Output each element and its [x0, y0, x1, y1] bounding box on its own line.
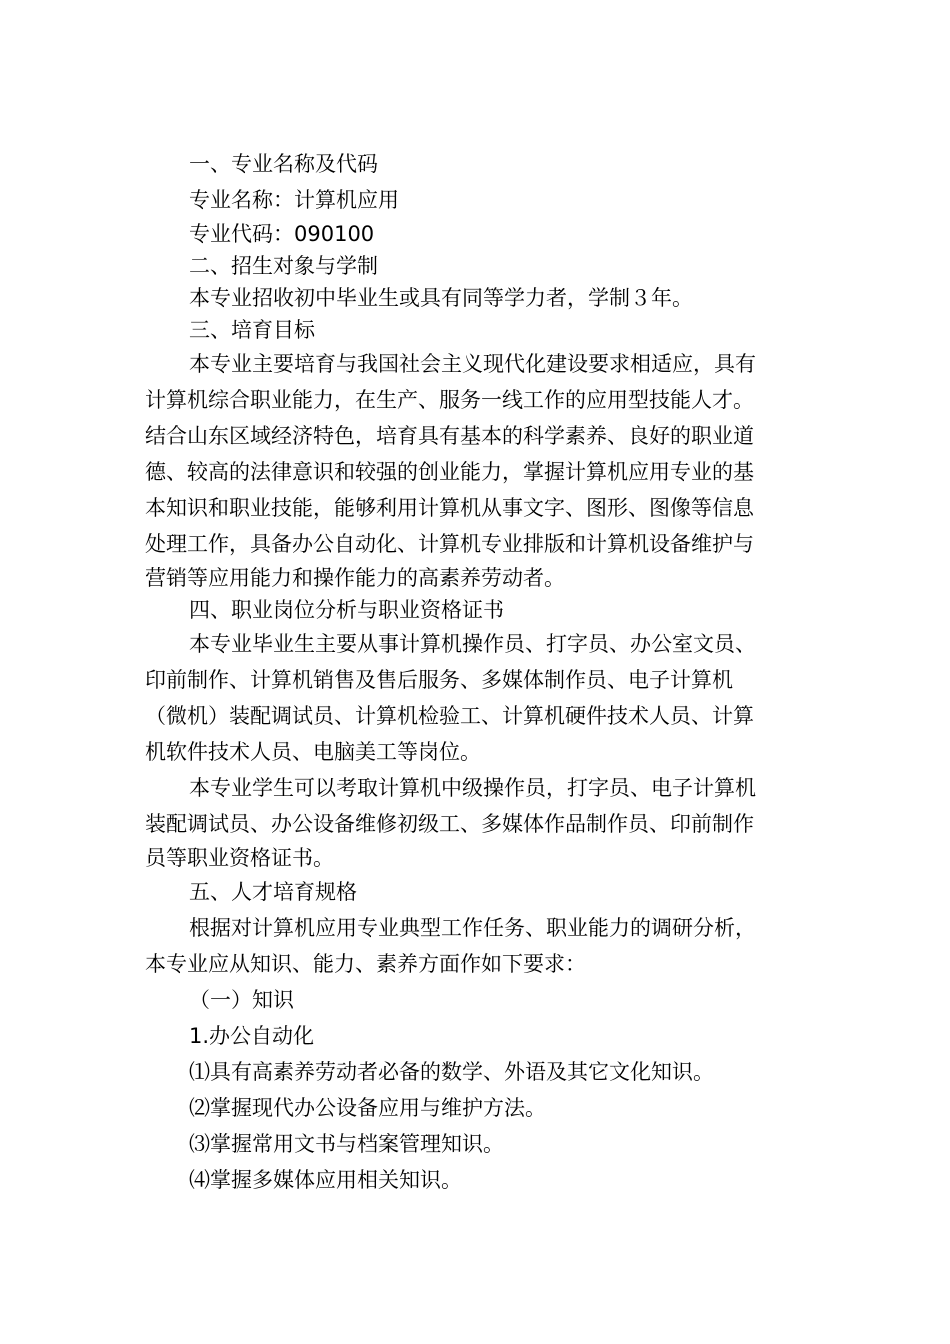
paragraph-line: 员等职业资格证书。	[145, 846, 334, 870]
section-heading-5: 五、人才培育规格	[189, 880, 357, 904]
enrollment-text: 本专业招收初中毕业生或具有同等学力者，学制３年。	[189, 286, 693, 310]
paragraph-line: 德、较高的法律意识和较强的创业能力，掌握计算机应用专业的基	[145, 460, 754, 484]
paragraph-line: 印前制作、计算机销售及售后服务、多媒体制作员、电子计算机	[145, 668, 733, 692]
paragraph-line: 本知识和职业技能，能够利用计算机从事文字、图形、图像等信息	[145, 496, 754, 520]
list-item: ⑶掌握常用文书与档案管理知识。	[189, 1132, 504, 1156]
major-code: 专业代码：090100	[189, 222, 375, 246]
section-heading-4: 四、职业岗位分析与职业资格证书	[189, 598, 504, 622]
paragraph-line: 本专业毕业生主要从事计算机操作员、打字员、办公室文员、	[189, 632, 756, 656]
paragraph-line: 根据对计算机应用专业典型工作任务、职业能力的调研分析，	[189, 916, 756, 940]
item-heading: 1.办公自动化	[189, 1024, 315, 1048]
list-item: ⑵掌握现代办公设备应用与维护方法。	[189, 1096, 546, 1120]
paragraph-line: 结合山东区域经济特色，培育具有基本的科学素养、良好的职业道	[145, 424, 754, 448]
paragraph-line: （微机）装配调试员、计算机检验工、计算机硬件技术人员、计算	[145, 704, 754, 728]
paragraph-line: 机软件技术人员、电脑美工等岗位。	[145, 740, 481, 764]
subsection-heading: （一）知识	[189, 988, 294, 1012]
paragraph-line: 本专业主要培育与我国社会主义现代化建设要求相适应，具有	[189, 352, 756, 376]
section-heading-3: 三、培育目标	[189, 318, 315, 342]
paragraph-line: 装配调试员、办公设备维修初级工、多媒体作品制作员、印前制作	[145, 812, 754, 836]
paragraph-line: 本专业应从知识、能力、素养方面作如下要求：	[145, 952, 586, 976]
section-heading-1: 一、专业名称及代码	[189, 152, 378, 176]
paragraph-line: 处理工作，具备办公自动化、计算机专业排版和计算机设备维护与	[145, 532, 754, 556]
list-item: ⑴具有高素养劳动者必备的数学、外语及其它文化知识。	[189, 1060, 714, 1084]
section-heading-2: 二、招生对象与学制	[189, 254, 378, 278]
paragraph-line: 本专业学生可以考取计算机中级操作员，打字员、电子计算机	[189, 776, 756, 800]
document-body	[145, 146, 810, 1198]
list-item: ⑷掌握多媒体应用相关知识。	[189, 1168, 462, 1192]
paragraph-line: 营销等应用能力和操作能力的高素养劳动者。	[145, 566, 565, 590]
paragraph-line: 计算机综合职业能力，在生产、服务一线工作的应用型技能人才。	[145, 388, 754, 412]
major-name: 专业名称：计算机应用	[189, 188, 399, 212]
